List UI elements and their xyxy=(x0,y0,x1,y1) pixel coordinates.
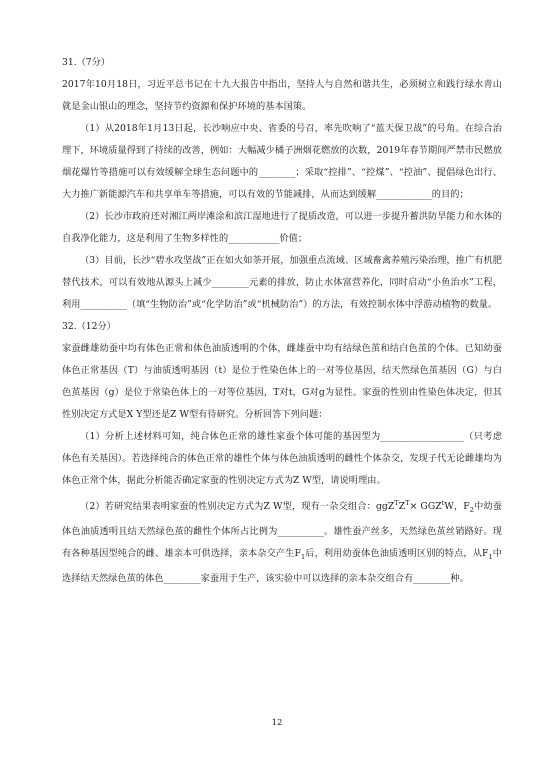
q32-p2-text-m: 中选择结天然绿色茧的体色________家蚕用于生产，该实验中可以选择的亲本杂交组合有________种。 xyxy=(62,547,502,584)
question-31-header: 31.（7分） xyxy=(62,57,111,68)
q32-p2-sub-2: 2 xyxy=(469,505,474,514)
q32-p2-sup-t2: T xyxy=(405,499,410,507)
q32-p2-text-k: 后，利用幼蚕体色油质透明区别的特点，从F xyxy=(305,547,489,559)
page-content xyxy=(62,52,502,590)
question-32-part-1: （1）分析上述材料可知，纯合体色正常的雄性家蚕个体可能的基因型为__________________（只考虑体色有关基因）。若选择纯合的体色正常的雄性个体与体色油质透明的雌性个体杂交，发现子代无论雌雄均为体色正常个体，据此分析能否确定家蚕的性别决定方式为Z W型，请说明理由。 xyxy=(62,431,502,486)
question-32-intro: 家蚕雌雄幼蚕中均有体色正常和体色油质透明的个体，雌雄蚕中均有结绿色茧和结白色茧的个体。已知幼蚕体色正常基因（T）与油质透明基因（t）是位于性染色体上的一对等位基因，结天然绿色茧基因（G）与白色茧基因（g）是位于常染色体上的一对等位基因，T对t，G对g为显性。家蚕的性别由性染色体决定，但其性别决定方式是X Y型还是Z W型有待研究。分析回答下列问题： xyxy=(62,343,502,420)
question-32-header: 32.（12分） xyxy=(62,321,116,332)
q32-p2-text-i: 中幼蚕体色油质透明且结天然绿色茧的雌性个体所占比例为__________。雄性蚕产丝多，天然绿色茧丝销路好。现有各种基因型纯合的雌、雄亲本可供选择，亲本杂交产生F xyxy=(62,501,503,559)
q32-p2-sup-t3: t xyxy=(441,499,445,507)
q32-p2-text-c: Z xyxy=(398,501,406,513)
question-31-part-2: （2）长沙市政府还对湘江两岸滩涂和滨江湿地进行了提质改造，可以进一步提升蓄洪防旱能力和水体的自我净化能力，这是利用了生物多样性的___________价值； xyxy=(62,211,502,244)
question-31-part-1: （1）从2018年1月13日起，长沙响应中央、省委的号召，率先吹响了“蓝天保卫战”的号角。在综合治理下，环境质量得到了持续的改善，例如：大幅减少橘子洲烟花燃放的次数，2019年春节期间严禁市民燃放烟花爆竹等措施可以有效缓解全球生态问题中的________；采取“控排”、“控煤”、“控油”、提倡绿色出行、大力推广新能源汽车和共享单车等措施，可以有效的节能减排，从而达到缓解____________的目的； xyxy=(62,123,502,200)
q32-p2-sub-1b: 1 xyxy=(488,552,493,561)
q32-p2-text-e: × GGZ xyxy=(409,501,442,513)
page-number: 12 xyxy=(271,718,283,728)
q32-p2-sub-1a: 1 xyxy=(300,552,306,561)
question-31-part-3: （3）目前，长沙“碧水攻坚战”正在如火如荼开展，加强重点流域、区域畜禽养殖污染治理，推广有机肥替代技术，可以有效地从源头上减少________元素的排放，防止水体富营养化，同时启动“小鱼治水”工程，利用__________（填“生物防治”或“化学防治”或“机械防治”）的方法，有效控制水体中浮游动植物的数量。 xyxy=(62,255,502,310)
question-32-part-2 xyxy=(62,492,502,590)
q32-p2-text-a: （2）若研究结果表明家蚕的性别决定方式为Z W型，现有一杂交组合：ggZ xyxy=(80,501,395,513)
question-31-intro: 2017年10月18日，习近平总书记在十九大报告中指出，坚持人与自然和谐共生，必须树立和践行绿水青山就是金山银山的理念，坚持节约资源和保护环境的基本国策。 xyxy=(62,79,502,112)
q32-p2-text-g: W，F xyxy=(444,501,470,513)
q32-p2-sup-t1: T xyxy=(394,499,399,507)
